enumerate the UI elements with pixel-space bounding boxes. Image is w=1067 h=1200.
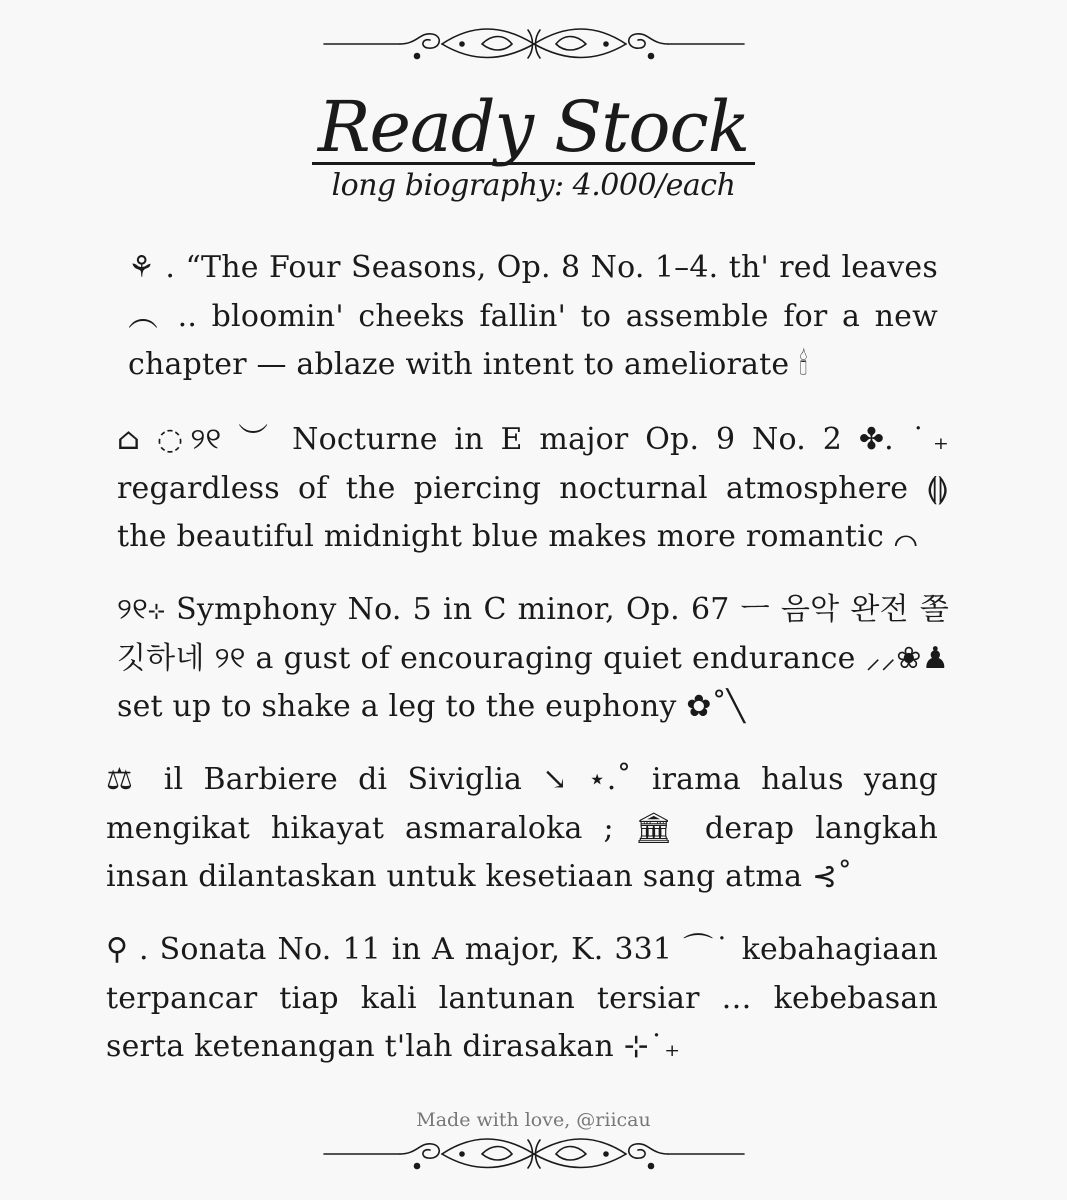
footer-credit: Made with love, @riicau xyxy=(416,1109,651,1131)
paragraph-nocturne: ⌂ ◌୨୧ ︶ Nocturne in E major Op. 9 No. 2 ✤. ˙₊ regardless of the piercing nocturnal atmosphere ⟬⟭ the beautiful midnight blue makes more romantic ⌒ xyxy=(117,422,949,554)
flourish-divider-top-icon xyxy=(322,22,746,66)
page-title: Ready Stock xyxy=(0,84,1067,170)
paragraph-barbiere: ⚖ il Barbiere di Siviglia ↘ ⋆.˚ irama halus yang mengikat hikayat asmaraloka ; 🏛 derap langkah insan dilantaskan untuk kesetiaan sang atma ⊰˚ xyxy=(106,762,938,894)
paragraph-sonata-no11: ⚲ . Sonata No. 11 in A major, K. 331 ⌒˙ kebahagiaan terpancar tiap kali lantunan tersiar … kebebasan serta ketenangan t'lah dirasakan ⊹˙₊ xyxy=(106,932,938,1064)
flourish-divider-bottom-icon xyxy=(322,1132,746,1176)
paragraph-four-seasons: ⚘ . “The Four Seasons, Op. 8 No. 1–4. th' red leaves ︵ .. bloomin' cheeks fallin' to assemble for a new chapter — ablaze with intent to ameliorate 🕯 xyxy=(128,250,938,382)
price-subtitle: long biography: 4.000/each xyxy=(331,168,736,203)
paragraph-symphony-no5: ୨୧⊹ Symphony No. 5 in C minor, Op. 67 ㅡ 음악 완전 쫄깃하네 ୨୧ a gust of encouraging quiet endurance ⸝⸝❀♟ set up to shake a leg to the euphony ✿˚╲ xyxy=(117,592,949,724)
